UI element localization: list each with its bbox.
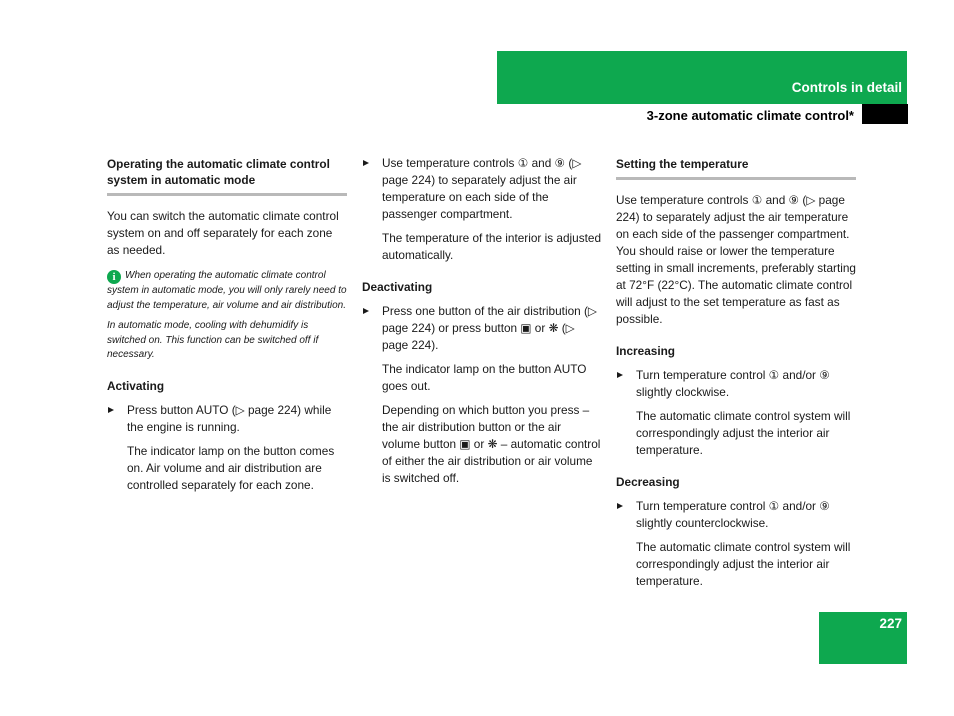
subheading-activating: Activating: [107, 378, 165, 393]
subheading-deactivating: Deactivating: [362, 280, 433, 294]
info-note: [107, 269, 347, 313]
subheading-increasing: Increasing: [616, 344, 676, 358]
page-number: 227: [879, 616, 902, 631]
bullet-turn-clockwise: Turn temperature control ① and/or ⑨ slightly clockwise.: [616, 367, 856, 401]
column-2: [362, 155, 602, 494]
indicator-lamp-text: The indicator lamp on the button AUTO goes out.: [382, 362, 587, 393]
column-3: [616, 155, 856, 597]
increasing-result-text: The automatic climate control system will correspondingly adjust the interior air temperature.: [636, 409, 851, 457]
setting-temperature-text: Use temperature controls ① and ⑨ (▷ page 224) to separately adjust the air temperature on each side of the passenger compartment. You should raise or lower the temperature setting in small increments, preferably starting at 72°F (22°C). The automatic climate control will adjust to the set temperature as fast as possible.: [616, 193, 856, 326]
section-title: 3-zone automatic climate control*: [646, 108, 854, 123]
chapter-title: Controls in detail: [791, 80, 902, 95]
info-icon: i: [107, 270, 121, 284]
bullet-press-air-distribution: Press one button of the air distribution (▷ page 224) or press button ▣ or ❋ (▷ page 224).: [362, 303, 602, 354]
decreasing-result-text: The automatic climate control system will correspondingly adjust the interior air temperature.: [636, 540, 851, 588]
section-tab: [862, 104, 908, 124]
section-heading-automatic-mode: Operating the automatic climate control system in automatic mode: [107, 155, 347, 196]
info-note-text: When operating the automatic climate control system in automatic mode, you will only rarely need to adjust the temperature, air volume and air distribution.: [107, 270, 347, 311]
header-band: [497, 51, 907, 104]
column-1: [107, 155, 347, 501]
depending-text: Depending on which button you press – the air distribution button or the air volume button ▣ or ❋ – automatic control of either the air distribution or air volume is switched off.: [382, 403, 601, 485]
bullet-press-auto: Press button AUTO (▷ page 224) while the engine is running.: [107, 402, 347, 436]
subheading-decreasing: Decreasing: [616, 475, 680, 489]
bullet-use-temperature-controls: Use temperature controls ① and ⑨ (▷ page 224) to separately adjust the air temperature on each side of the passenger compartment.: [362, 155, 602, 223]
bullet-turn-counterclockwise: Turn temperature control ① and/or ⑨ slightly counterclockwise.: [616, 498, 856, 532]
intro-text: You can switch the automatic climate control system on and off separately for each zone as needed.: [107, 209, 339, 257]
info-note-2: In automatic mode, cooling with dehumidify is switched on. This function can be switched off if necessary.: [107, 320, 319, 360]
activating-result-text: The indicator lamp on the button comes on. Air volume and air distribution are controlled separately for each zone.: [127, 443, 335, 492]
section-heading-setting-temperature: Setting the temperature: [616, 155, 856, 180]
temperature-adjusted-text: The temperature of the interior is adjusted automatically.: [382, 231, 602, 262]
